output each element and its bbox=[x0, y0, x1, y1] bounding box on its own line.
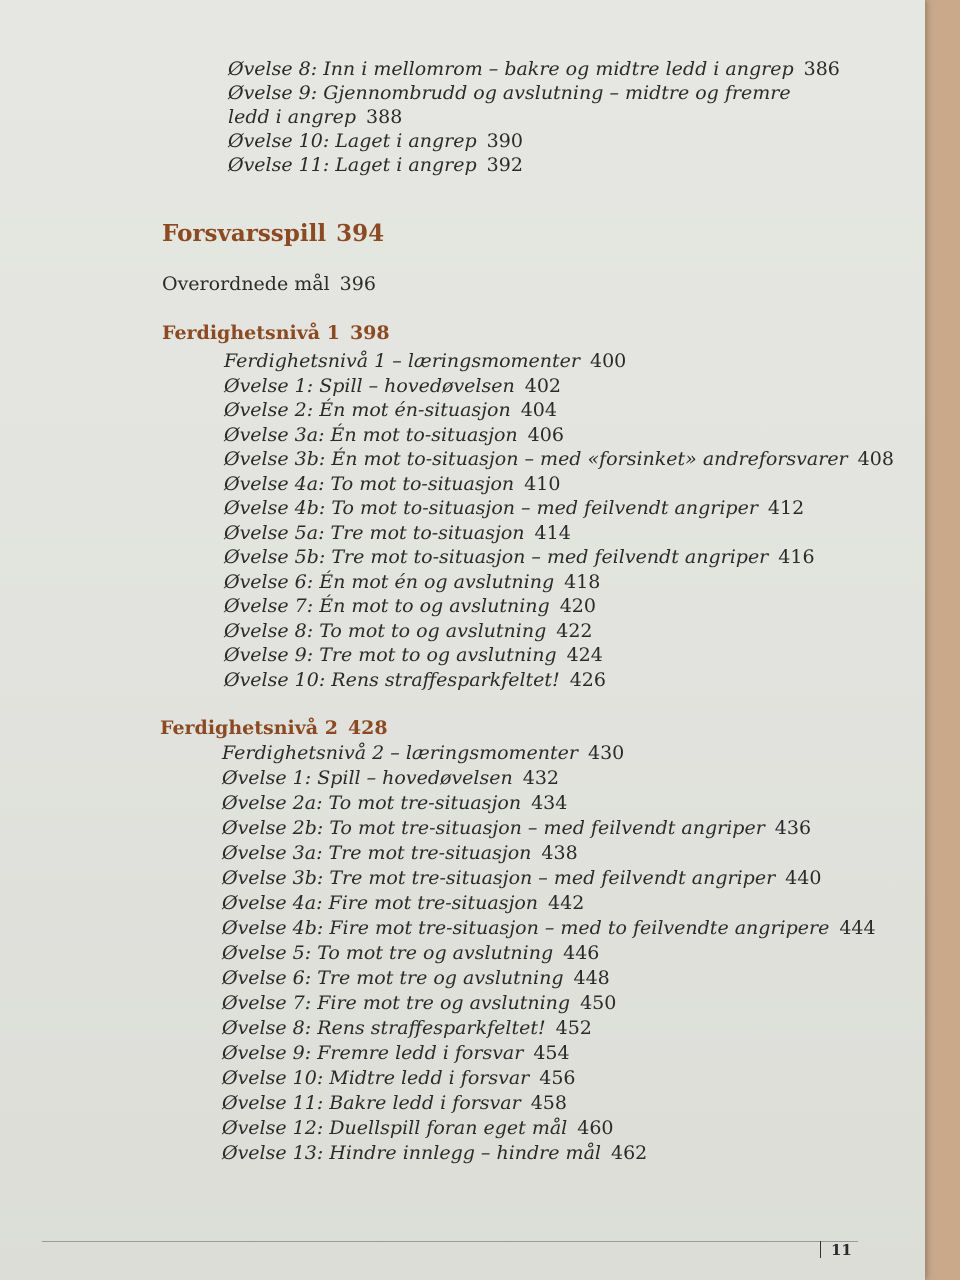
page-number: 442 bbox=[548, 892, 585, 914]
page-number: 416 bbox=[778, 546, 815, 568]
toc-entry: Øvelse 8: Inn i mellomrom – bakre og midtre ledd i angrep 386 bbox=[228, 58, 840, 80]
page-number: 462 bbox=[610, 1142, 648, 1164]
toc-entry: Øvelse 9: Gjennombrudd og avslutning – midtre og fremre bbox=[228, 82, 791, 104]
page-number: 396 bbox=[339, 273, 376, 295]
toc-entry: Øvelse 10: Rens straffesparkfeltet! 426 bbox=[224, 668, 606, 691]
toc-entry: Øvelse 6: Tre mot tre og avslutning 448 bbox=[222, 967, 610, 989]
toc-entry: Øvelse 12: Duellspill foran eget mål 460 bbox=[222, 1117, 614, 1139]
toc-entry: Øvelse 1: Spill – hovedøvelsen 432 bbox=[222, 767, 559, 789]
page-number: 434 bbox=[531, 792, 568, 814]
toc-entry: Øvelse 9: Tre mot to og avslutning 424 bbox=[224, 644, 603, 666]
toc-entry: Øvelse 7: Én mot to og avslutning 420 bbox=[224, 595, 596, 617]
toc-entry: Øvelse 4b: Fire mot tre-situasjon – med to feilvendte angripere 444 bbox=[222, 917, 876, 939]
page-number: 404 bbox=[520, 399, 557, 421]
toc-entry-overview: Overordnede mål 396 bbox=[162, 273, 376, 295]
page-number: 448 bbox=[573, 967, 610, 989]
toc-entry: Øvelse 4a: To mot to-situasjon 410 bbox=[224, 472, 561, 495]
folio: 11 bbox=[831, 1241, 852, 1259]
toc-entry: Øvelse 10: Laget i angrep 390 bbox=[228, 130, 523, 152]
toc-entry: Øvelse 4b: To mot to-situasjon – med feilvendt angriper 412 bbox=[224, 497, 805, 519]
page-number: 460 bbox=[577, 1117, 614, 1139]
page-number: 440 bbox=[785, 867, 822, 889]
page-number: 408 bbox=[857, 448, 894, 470]
toc-entry-continuation: ledd i angrep 388 bbox=[228, 106, 403, 128]
toc-entry: Øvelse 10: Midtre ledd i forsvar 456 bbox=[222, 1067, 576, 1089]
page-number: 454 bbox=[533, 1042, 570, 1064]
page-number: 426 bbox=[569, 668, 606, 691]
page-number: 456 bbox=[539, 1067, 576, 1089]
page-number: 392 bbox=[486, 154, 523, 176]
page-number: 394 bbox=[336, 220, 385, 247]
toc-entry: Øvelse 5b: Tre mot to-situasjon – med feilvendt angriper 416 bbox=[224, 546, 815, 568]
page-number: 422 bbox=[556, 619, 593, 642]
page-number: 412 bbox=[767, 497, 805, 519]
page-number: 386 bbox=[803, 58, 840, 80]
toc-entry: Øvelse 5: To mot tre og avslutning 446 bbox=[222, 942, 600, 964]
footer-rule bbox=[42, 1241, 858, 1242]
page-number: 402 bbox=[524, 374, 561, 397]
page-number: 410 bbox=[524, 472, 561, 495]
page-number: 400 bbox=[589, 350, 627, 372]
toc-entry: Øvelse 4a: Fire mot tre-situasjon 442 bbox=[222, 892, 585, 914]
page-number: 406 bbox=[527, 423, 564, 446]
footer-divider bbox=[820, 1241, 821, 1258]
page-number: 430 bbox=[587, 742, 625, 764]
toc-entry: Øvelse 2b: To mot tre-situasjon – med feilvendt angriper 436 bbox=[222, 817, 812, 839]
page-number: 444 bbox=[839, 917, 876, 939]
toc-entry: Øvelse 6: Én mot én og avslutning 418 bbox=[224, 570, 601, 593]
page-number: 428 bbox=[347, 717, 388, 739]
toc-entry: Øvelse 8: Rens straffesparkfeltet! 452 bbox=[222, 1017, 592, 1039]
toc-entry: Ferdighetsnivå 1 – læringsmomenter 400 bbox=[224, 350, 627, 372]
page-number: 414 bbox=[534, 521, 571, 544]
toc-entry: Øvelse 3a: Én mot to-situasjon 406 bbox=[224, 423, 564, 446]
page-number: 446 bbox=[563, 942, 600, 964]
page-number: 418 bbox=[564, 570, 601, 593]
page-number: 436 bbox=[774, 817, 812, 839]
subsection-heading-level-2: Ferdighetsnivå 2 428 bbox=[160, 717, 388, 739]
page-number: 452 bbox=[555, 1017, 592, 1039]
page-number: 390 bbox=[486, 130, 523, 152]
page-footer bbox=[820, 1241, 852, 1259]
page-number: 398 bbox=[349, 322, 390, 344]
toc-entry: Øvelse 13: Hindre innlegg – hindre mål 462 bbox=[222, 1142, 648, 1164]
page-number: 438 bbox=[541, 842, 578, 864]
toc-entry: Øvelse 2: Én mot én-situasjon 404 bbox=[224, 399, 557, 421]
toc-entry: Øvelse 7: Fire mot tre og avslutning 450 bbox=[222, 992, 617, 1014]
page-number: 458 bbox=[530, 1092, 567, 1114]
page-number: 424 bbox=[566, 644, 603, 666]
page-number: 388 bbox=[366, 106, 403, 128]
toc-entry: Øvelse 8: To mot to og avslutning 422 bbox=[224, 619, 593, 642]
section-heading: Forsvarsspill 394 bbox=[162, 220, 385, 247]
toc-entry: Øvelse 9: Fremre ledd i forsvar 454 bbox=[222, 1042, 570, 1064]
toc-entry: Øvelse 2a: To mot tre-situasjon 434 bbox=[222, 792, 568, 814]
page-number: 420 bbox=[559, 595, 596, 617]
toc-entry: Øvelse 11: Laget i angrep 392 bbox=[228, 154, 523, 176]
toc-entry: Øvelse 1: Spill – hovedøvelsen 402 bbox=[224, 374, 561, 397]
subsection-heading-level-1: Ferdighetsnivå 1 398 bbox=[162, 322, 390, 344]
toc-entry: Ferdighetsnivå 2 – læringsmomenter 430 bbox=[222, 742, 625, 764]
toc-entry: Øvelse 11: Bakre ledd i forsvar 458 bbox=[222, 1092, 567, 1114]
page-number: 450 bbox=[580, 992, 617, 1014]
toc-entry: Øvelse 3b: Tre mot tre-situasjon – med feilvendt angriper 440 bbox=[222, 867, 822, 889]
page-number: 432 bbox=[522, 767, 559, 789]
toc-entry: Øvelse 3a: Tre mot tre-situasjon 438 bbox=[222, 842, 578, 864]
toc-entry: Øvelse 3b: Én mot to-situasjon – med «forsinket» andreforsvarer 408 bbox=[224, 448, 894, 470]
toc-entry: Øvelse 5a: Tre mot to-situasjon 414 bbox=[224, 521, 571, 544]
